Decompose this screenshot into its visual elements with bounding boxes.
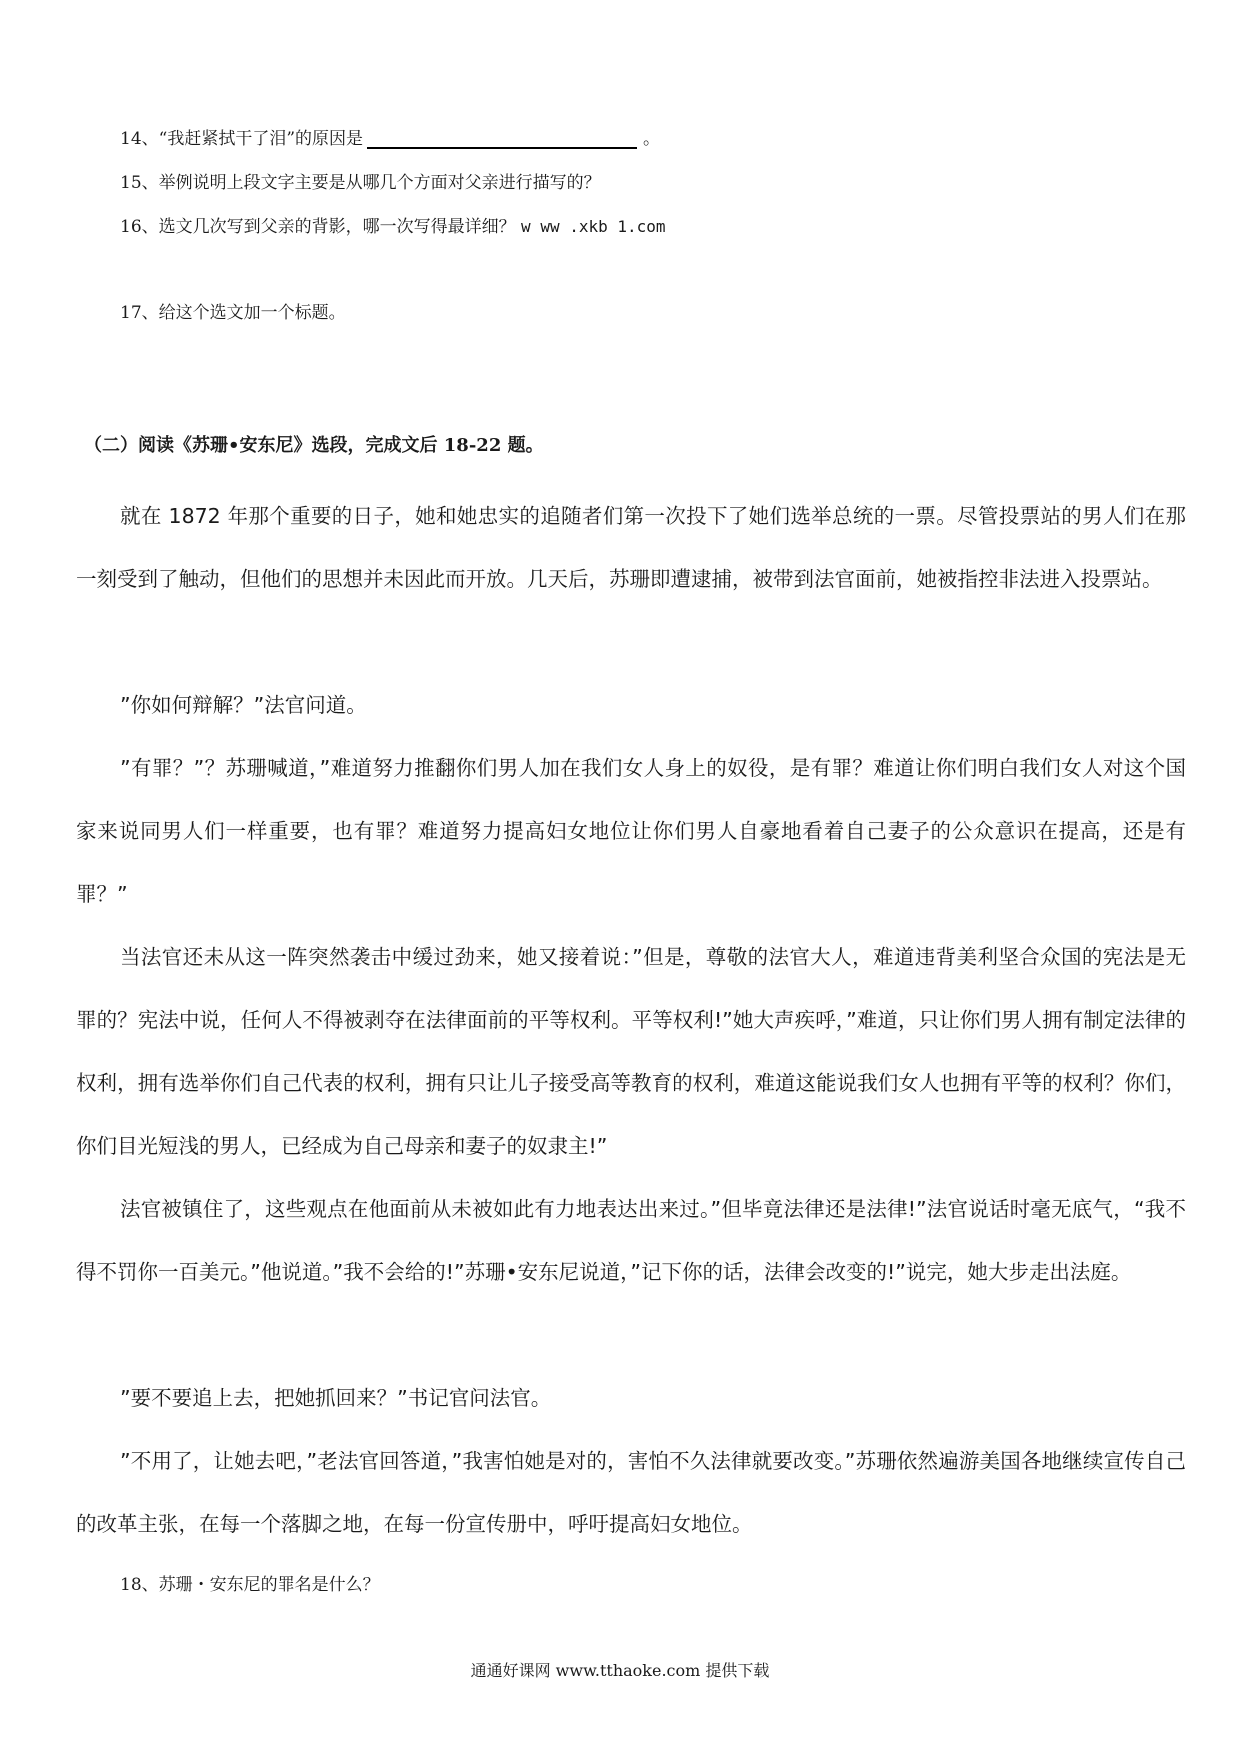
page-footer: 通通好课网 www.tthaoke.com 提供下载 — [470, 1661, 770, 1680]
question-17: 17、给这个选文加一个标题。 — [120, 303, 346, 323]
passage-paragraph-2: ”你如何辩解？”法官问道。 — [120, 693, 367, 717]
passage-paragraph-5: 法官被镇住了，这些观点在他面前从未被如此有力地表达出来过。”但毕竟法律还是法律!”法官说话时毫无底气，“我不得不罚你一百美元。”他说道。”我不会给的!”苏珊•安东尼说道，”记下你的话，法律会改变的!”说完，她大步走出法庭。 — [76, 1197, 1186, 1284]
question-14-text: 14、“我赶紧拭干了泪”的原因是 — [120, 129, 364, 149]
passage-paragraph-6: ”要不要追上去，把她抓回来？”书记官问法官。 — [120, 1386, 552, 1410]
passage-paragraph-7: ”不用了，让她去吧，”老法官回答道，”我害怕她是对的，害怕不久法律就要改变。”苏珊依然遍游美国各地继续宣传自己的改革主张，在每一个落脚之地，在每一份宣传册中，呼吁提高妇女地位。 — [76, 1449, 1186, 1536]
question-14 — [120, 127, 660, 151]
question-15: 15、举例说明上段文字主要是从哪几个方面对父亲进行描写的？ — [120, 173, 601, 193]
answer-blank — [367, 127, 637, 149]
watermark-text: w ww .xkb 1.com — [521, 217, 666, 236]
passage-paragraph-3: ”有罪？”？苏珊喊道，”难道努力推翻你们男人加在我们女人身上的奴役，是有罪？难道让你们明白我们女人对这个国家来说同男人们一样重要，也有罪？难道努力提高妇女地位让你们男人自豪地看着自己妻子的公众意识在提高，还是有罪？” — [76, 756, 1186, 906]
passage-paragraph-1: 就在 1872 年那个重要的日子，她和她忠实的追随者们第一次投下了她们选举总统的一票。尽管投票站的男人们在那一刻受到了触动，但他们的思想并未因此而开放。几天后，苏珊即遭逮捕，被带到法官面前，她被指控非法进入投票站。 — [76, 504, 1186, 591]
question-16-text: 16、选文几次写到父亲的背影，哪一次写得最详细？ — [120, 217, 516, 237]
question-16 — [120, 215, 666, 239]
question-18: 18、苏珊・安东尼的罪名是什么？ — [120, 1575, 380, 1595]
question-14-end: 。 — [643, 129, 661, 149]
section-title: （二）阅读《苏珊•安东尼》选段，完成文后 18-22 题。 — [84, 435, 544, 456]
passage-paragraph-4: 当法官还未从这一阵突然袭击中缓过劲来，她又接着说：”但是，尊敬的法官大人，难道违背美利坚合众国的宪法是无罪的？宪法中说，任何人不得被剥夺在法律面前的平等权利。平等权利!”她大声疾呼，”难道，只让你们男人拥有制定法律的权利，拥有选举你们自己代表的权利，拥有只让儿子接受高等教育的权利，难道这能说我们女人也拥有平等的权利？你们，你们目光短浅的男人，已经成为自己母亲和妻子的奴隶主!” — [76, 945, 1186, 1158]
